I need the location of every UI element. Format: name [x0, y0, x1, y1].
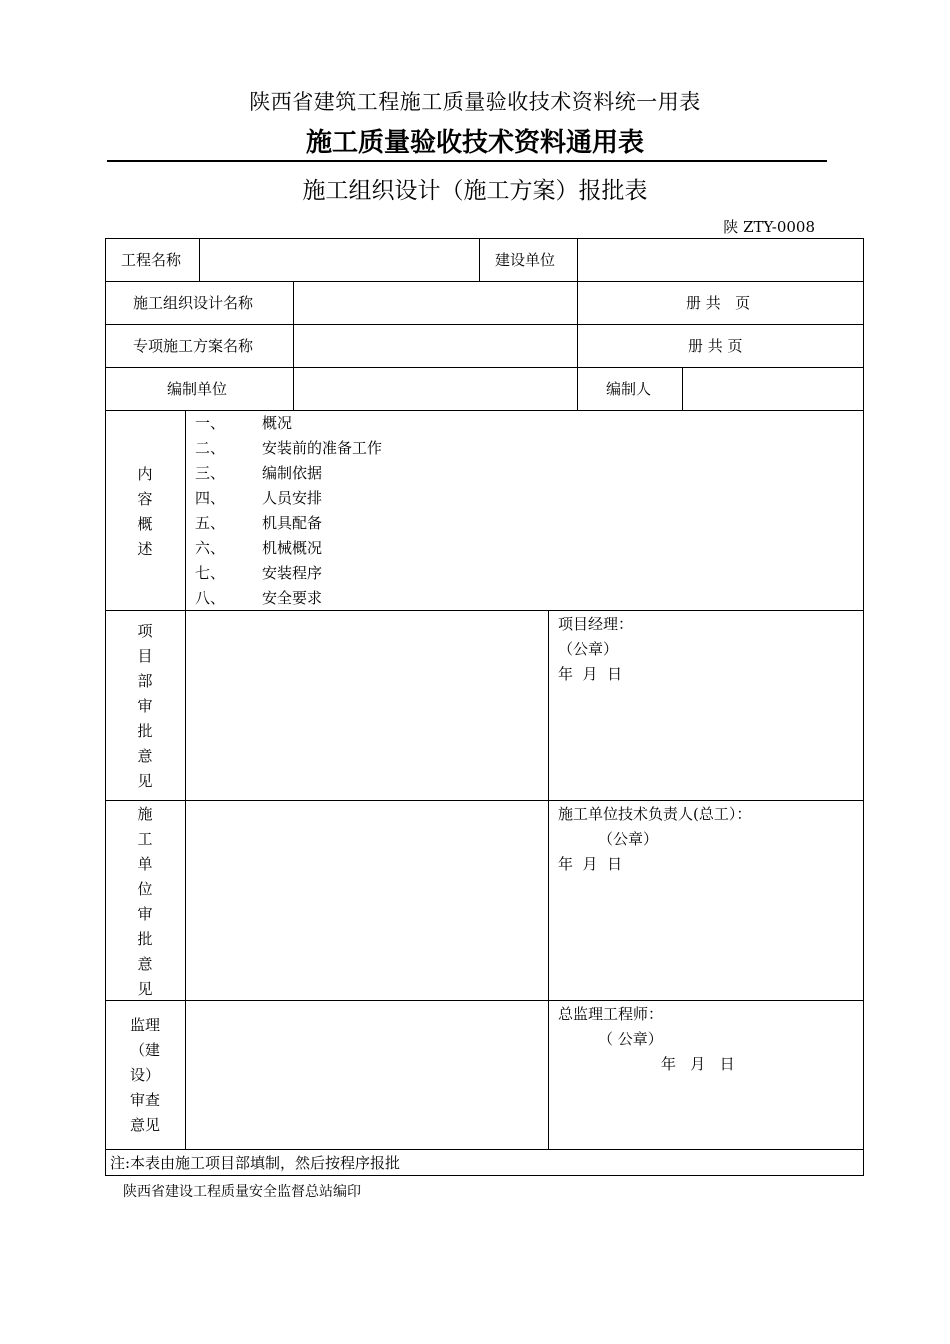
list-item-number: 六、: [195, 539, 226, 557]
label-char: （建: [129, 1041, 160, 1059]
contractor-review-label: [130, 802, 160, 1002]
list-item: 机械概况: [262, 539, 323, 557]
table-border-right: [863, 238, 864, 1176]
label-char: 审: [137, 697, 153, 715]
label-char: 意: [137, 955, 153, 973]
row-divider: [105, 800, 864, 801]
label-char: 内: [137, 465, 153, 483]
project-review-opinion-field[interactable]: [195, 620, 535, 790]
label-char: 意: [137, 747, 153, 765]
list-item-number: 二、: [195, 439, 226, 457]
table-border-left: [105, 238, 106, 1176]
row-divider: [105, 367, 864, 368]
contractor-seal: （公章）: [598, 830, 659, 848]
row-divider: [105, 410, 864, 411]
table-border-bottom: [105, 1175, 864, 1176]
list-item: 安装前的准备工作: [262, 439, 383, 457]
contractor-tech-lead-signer: 施工单位技术负责人(总工）：: [558, 805, 752, 823]
row-divider: [105, 610, 864, 611]
supervisor-date: 年 月 日: [661, 1055, 735, 1073]
form-title: 施工组织设计（施工方案）报批表: [302, 178, 648, 204]
label-char: 批: [137, 722, 153, 740]
project-review-label: [130, 619, 160, 794]
label-char: 审: [137, 905, 153, 923]
compiling-unit-label: 编制单位: [167, 380, 228, 398]
list-item-number: 一、: [195, 414, 226, 432]
form-category-title: 施工质量验收技术资料通用表: [305, 128, 644, 158]
cell-divider: [293, 281, 294, 410]
supervisor-review-opinion-field[interactable]: [195, 1010, 535, 1140]
cell-divider: [199, 238, 200, 281]
list-item: 安全要求: [262, 589, 323, 607]
label-char: 批: [137, 930, 153, 948]
contractor-date: 年 月 日: [558, 855, 623, 873]
cell-divider: [577, 281, 578, 410]
cell-divider: [185, 410, 186, 1149]
label-char: 审查: [129, 1091, 160, 1109]
label-char: 设）: [129, 1066, 160, 1084]
list-item: 编制依据: [262, 464, 323, 482]
label-char: 见: [137, 980, 153, 998]
label-char: 监理: [129, 1016, 160, 1034]
list-item-number: 七、: [195, 564, 226, 582]
list-item: 概况: [262, 414, 293, 432]
cell-divider: [479, 238, 480, 281]
content-summary-label: [130, 462, 160, 562]
supervisor-seal: （ 公章）: [598, 1030, 663, 1048]
table-note: 注:本表由施工项目部填制，然后按程序报批: [110, 1154, 401, 1172]
cell-divider: [548, 610, 549, 1149]
list-item: 人员安排: [262, 489, 323, 507]
row-divider: [105, 1149, 864, 1150]
row-divider: [105, 1000, 864, 1001]
org-design-name-label: 施工组织设计名称: [133, 294, 254, 312]
project-date: 年 月 日: [558, 665, 623, 683]
label-char: 意见: [129, 1116, 160, 1134]
form-code: 陕 ZTY-0008: [723, 218, 815, 236]
publisher-footer: 陕西省建设工程质量安全监督总站编印: [123, 1184, 361, 1200]
label-char: 述: [137, 540, 153, 558]
label-char: 容: [137, 490, 153, 508]
special-plan-name-label: 专项施工方案名称: [133, 337, 254, 355]
cell-divider: [577, 238, 578, 281]
project-manager-signer: 项目经理：: [558, 615, 634, 633]
row-divider: [105, 324, 864, 325]
list-item-number: 八、: [195, 589, 226, 607]
label-char: 见: [137, 772, 153, 790]
label-char: 目: [137, 647, 153, 665]
label-char: 工: [137, 830, 153, 848]
label-char: 项: [137, 622, 153, 640]
list-item-number: 五、: [195, 514, 226, 532]
project-name-label: 工程名称: [121, 251, 182, 269]
list-item-number: 四、: [195, 489, 226, 507]
list-item: 机具配备: [262, 514, 323, 532]
contractor-review-opinion-field[interactable]: [195, 810, 535, 990]
special-plan-pages: 册 共 页: [688, 337, 743, 355]
cell-divider: [682, 367, 683, 410]
compiler-label: 编制人: [606, 380, 652, 398]
label-char: 施: [137, 805, 153, 823]
supervisor-review-label: [124, 1013, 166, 1138]
chief-supervisor-signer: 总监理工程师：: [558, 1005, 664, 1023]
construction-unit-label: 建设单位: [495, 251, 556, 269]
list-item-number: 三、: [195, 464, 226, 482]
form-series-title: 陕西省建筑工程施工质量验收技术资料统一用表: [249, 90, 701, 114]
label-char: 部: [137, 672, 153, 690]
table-border-top: [105, 238, 864, 239]
org-design-pages: 册 共 页: [686, 294, 751, 312]
label-char: 位: [137, 880, 153, 898]
label-char: 概: [137, 515, 153, 533]
title-rule: [107, 160, 827, 162]
label-char: 单: [137, 855, 153, 873]
row-divider: [105, 281, 864, 282]
project-seal: （公章）: [558, 640, 619, 658]
list-item: 安装程序: [262, 564, 323, 582]
